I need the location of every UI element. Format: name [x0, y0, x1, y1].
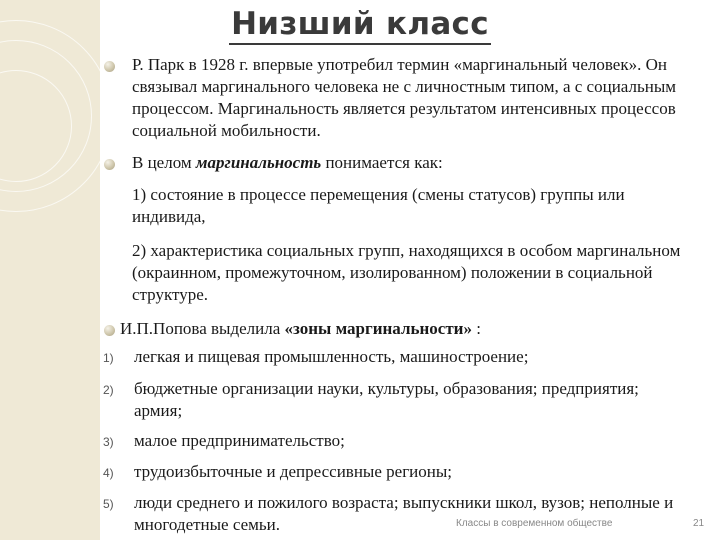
list-item-zone-5 [134, 492, 694, 536]
list-number: 3) [103, 435, 114, 449]
paragraph-marginality [132, 152, 692, 174]
paragraph-park-text: Р. Парк в 1928 г. впервые употребил термин «маргинальный человек». Он связывал маргинального человека не с личностным типом, а с социальным процессом. Маргинальность является результатом интенсивных процессов социальной мобильности. [132, 55, 677, 140]
bullet-icon [104, 159, 115, 170]
bullet-icon [104, 61, 115, 72]
footer-title: Классы в современном обществе [456, 518, 613, 529]
paragraph-popova-prefix: И.П.Попова выделила [120, 319, 285, 338]
paragraph-marginality-suffix: понимается как: [321, 153, 443, 172]
list-item-zone-4 [134, 461, 694, 483]
term-marginality: маргинальность [195, 153, 322, 172]
slide-title-text: Низший класс [229, 6, 491, 45]
paragraph-marginality-prefix: В целом [132, 153, 196, 172]
paragraph-popova [120, 318, 690, 340]
definition-2 [132, 240, 692, 306]
page-number: 21 [693, 518, 705, 529]
list-number: 5) [103, 497, 114, 511]
definition-1 [132, 184, 692, 228]
list-item-text: малое предпринимательство; [134, 431, 345, 450]
term-zones: «зоны маргинальности» [284, 319, 472, 338]
list-item-text: люди среднего и пожилого возраста; выпускники школ, вузов; неполные и многодетные семьи. [134, 493, 674, 534]
list-item-zone-1 [134, 346, 694, 368]
paragraph-park [132, 54, 692, 142]
list-item-text: бюджетные организации науки, культуры, образования; предприятия; армия; [134, 379, 639, 420]
list-item-text: трудоизбыточные и депрессивные регионы; [134, 462, 453, 481]
paragraph-popova-suffix: : [471, 319, 481, 338]
list-item-zone-3 [134, 430, 694, 452]
definition-1-text: 1) состояние в процессе перемещения (смены статусов) группы или индивида, [132, 185, 625, 226]
bullet-icon [104, 325, 115, 336]
definition-2-text: 2) характеристика социальных групп, находящихся в особом маргинальном (окраинном, промежуточном, изолированном) положении в социальной структуре. [132, 241, 681, 304]
list-number: 4) [103, 466, 114, 480]
list-number: 1) [103, 351, 114, 365]
list-item-text: легкая и пищевая промышленность, машиностроение; [134, 347, 529, 366]
list-item-zone-2 [134, 378, 674, 422]
list-number: 2) [103, 383, 114, 397]
